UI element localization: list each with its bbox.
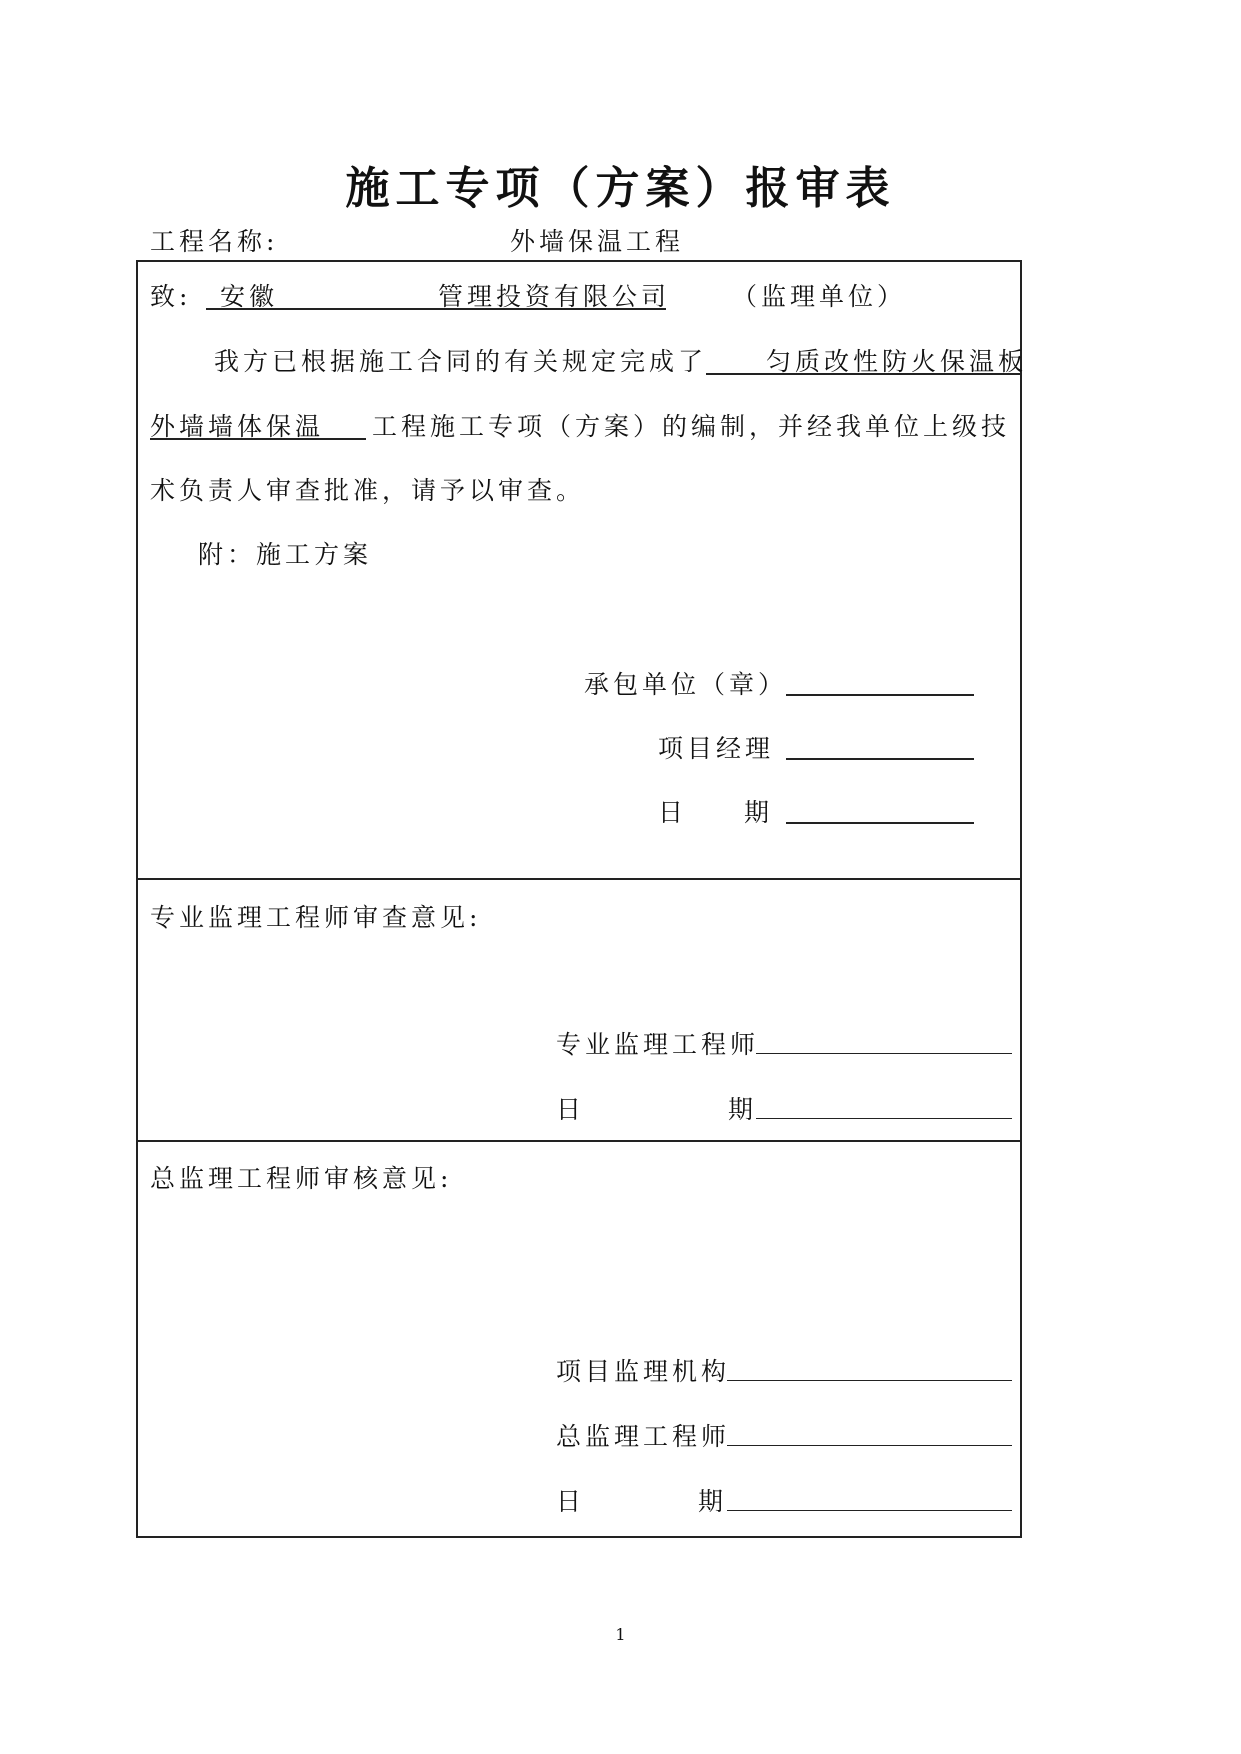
engineer-review-heading: 专业监理工程师审查意见:: [150, 903, 482, 932]
engineer-date-line: [756, 1118, 1012, 1119]
project-name-value: 外墙保温工程: [510, 227, 685, 256]
document-title: 施工专项（方案）报审表: [345, 163, 896, 214]
addressee-prefix: 致:: [150, 282, 192, 311]
engineer-sign-line: [756, 1053, 1012, 1054]
engineer-date-label-2: 期: [728, 1095, 758, 1124]
section-divider-2: [136, 1140, 1022, 1142]
chief-date-label-1: 日: [556, 1487, 586, 1516]
supervision-org-label: 项目监理机构: [556, 1357, 731, 1386]
addressee-name-2: 管理投资有限公司: [438, 282, 671, 311]
section-divider-1: [136, 878, 1022, 880]
contractor-date-label-2: 期: [744, 798, 774, 827]
attachment-text: 附：施工方案: [198, 540, 373, 569]
addressee-name-1: 安徽: [220, 282, 279, 311]
chief-review-heading: 总监理工程师审核意见:: [150, 1164, 453, 1193]
chief-date-line: [727, 1510, 1012, 1511]
contractor-date-label-1: 日: [658, 798, 688, 827]
engineer-sign-label: 专业监理工程师: [556, 1030, 760, 1059]
body-line-3: 术负责人审查批准，请予以审查。: [150, 476, 586, 505]
chief-engineer-line: [727, 1445, 1012, 1446]
chief-date-label-2: 期: [698, 1487, 728, 1516]
supervision-org-line: [727, 1380, 1012, 1381]
contractor-unit-line: [786, 694, 974, 696]
chief-engineer-label: 总监理工程师: [556, 1422, 731, 1451]
body-underlined-2: 外墙墙体保温: [150, 412, 325, 441]
body-line-1: 我方已根据施工合同的有关规定完成了: [214, 347, 708, 376]
page-number: 1: [615, 1625, 626, 1644]
contractor-unit-label: 承包单位（章）: [584, 670, 788, 699]
addressee-suffix: （监理单位）: [732, 282, 907, 311]
body-underlined-1: 匀质改性防火保温板: [766, 347, 1028, 376]
project-manager-line: [786, 758, 974, 760]
body-line-2: 工程施工专项（方案）的编制，并经我单位上级技: [372, 412, 1011, 441]
project-manager-label: 项目经理: [658, 734, 775, 763]
project-name-label: 工程名称:: [150, 227, 279, 256]
contractor-date-line: [786, 822, 974, 824]
engineer-date-label-1: 日: [556, 1095, 586, 1124]
